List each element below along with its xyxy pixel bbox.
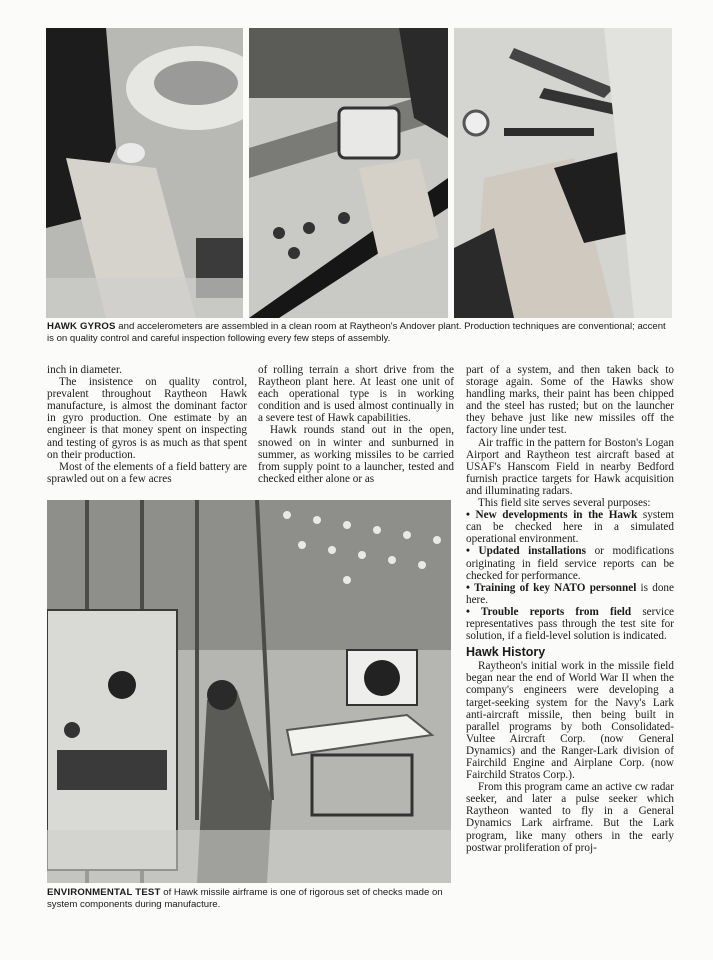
bullet-text: is done here. (466, 581, 674, 606)
top-photo-caption (47, 321, 672, 345)
bottom-caption-lead: ENVIRONMENTAL TEST (47, 887, 161, 898)
bullet-item (466, 545, 674, 581)
bullet-text: service representatives pass through the test site for solution, if a field-level solution is indicated. (466, 605, 674, 643)
col3-paragraph-2: Air traffic in the pattern for Boston's Logan Airport and Raytheon test aircraft based at USAF's Hanscom Field in nearby Bedford furnish practice targets for Hawk acquisition and illuminating radars. (466, 436, 674, 497)
gyro-assembly-photo-right (454, 28, 672, 318)
top-caption-text: and accelerometers are assembled in a clean room at Raytheon's Andover plant. Production techniques are conventional; accent is on quality control and careful inspection following every few steps of assembly. (47, 321, 666, 344)
bullet-text: system can be checked here in a simulated operational environment. (466, 509, 675, 546)
bottom-photo-caption (47, 887, 457, 911)
article-column-2 (258, 364, 454, 485)
environmental-test-photo (47, 500, 451, 883)
bullet-text: or modifications originating in field service reports can be checked for performance. (466, 545, 675, 582)
gyro-assembly-photo-left (46, 28, 243, 318)
col2-paragraph-1: of rolling terrain a short drive from the Raytheon plant here. At least one unit of each operational type is in working condition and is used almost continually in a severe test of Hawk capabilities. (258, 364, 454, 425)
col1-paragraph-2: The insistence on quality control, prevalent throughout Raytheon Hawk manufacture, is almost the dominant factor in gyro production. One estimate by an engineer is that money spent on inspecting and testing of gyros is as much as that spent on their production. (47, 376, 247, 461)
top-caption-lead: HAWK GYROS (47, 321, 116, 332)
bullet-head: • Updated installations (466, 545, 586, 558)
col1-paragraph-3: Most of the elements of a field battery are sprawled out on a few acres (47, 460, 247, 485)
gyro-assembly-photo-center (249, 28, 448, 318)
bullet-item (466, 606, 674, 642)
bullet-item (466, 582, 674, 606)
col1-paragraph-1: inch in diameter. (47, 364, 122, 376)
article-column-3 (466, 364, 674, 854)
article-column-1 (47, 364, 247, 485)
col3-paragraph-5: From this program came an active cw radar seeker, and later a pulse seeker which Raytheon wanted to fly in a General Dynamics Lark airframe. But the Lark program, like many others in the early postwar proliferation of proj- (466, 781, 674, 854)
col2-paragraph-2: Hawk rounds stand out in the open, snowed on in winter and sunburned in summer, as working missiles to be carried from supply point to a launcher, tested and checked either alone or as (258, 424, 454, 485)
col3-paragraph-4: Raytheon's initial work in the missile field began near the end of World War II when the company's engineers were developing a target-seeking system for the Navy's Lark anti-aircraft missile, then being built in parallel programs by both Consolidated-Vultee Aircraft Corp. (now General Dynamics) and the Ranger-Lark division of Fairchild Engine and Airplane Corp. (now Fairchild Stratos Corp.). (466, 660, 674, 782)
bottom-caption-text: of Hawk missile airframe is one of rigorous set of checks made on system components during manufacture. (47, 887, 443, 910)
col3-paragraph-3: This field site serves several purposes: (478, 497, 651, 510)
col3-paragraph-1: part of a system, and then taken back to storage again. Some of the Hawks show handling marks, their paint has been chipped and the steel has rusted; but on the launcher they behave just like new missiles off the factory line under test. (466, 364, 674, 437)
bullet-item (466, 509, 674, 545)
section-heading: Hawk History (466, 645, 546, 660)
bullet-head: • New developments in the Hawk (466, 509, 638, 522)
bullet-head: • Trouble reports from field (466, 605, 632, 618)
bullet-head: • Training of key NATO personnel (466, 581, 637, 594)
